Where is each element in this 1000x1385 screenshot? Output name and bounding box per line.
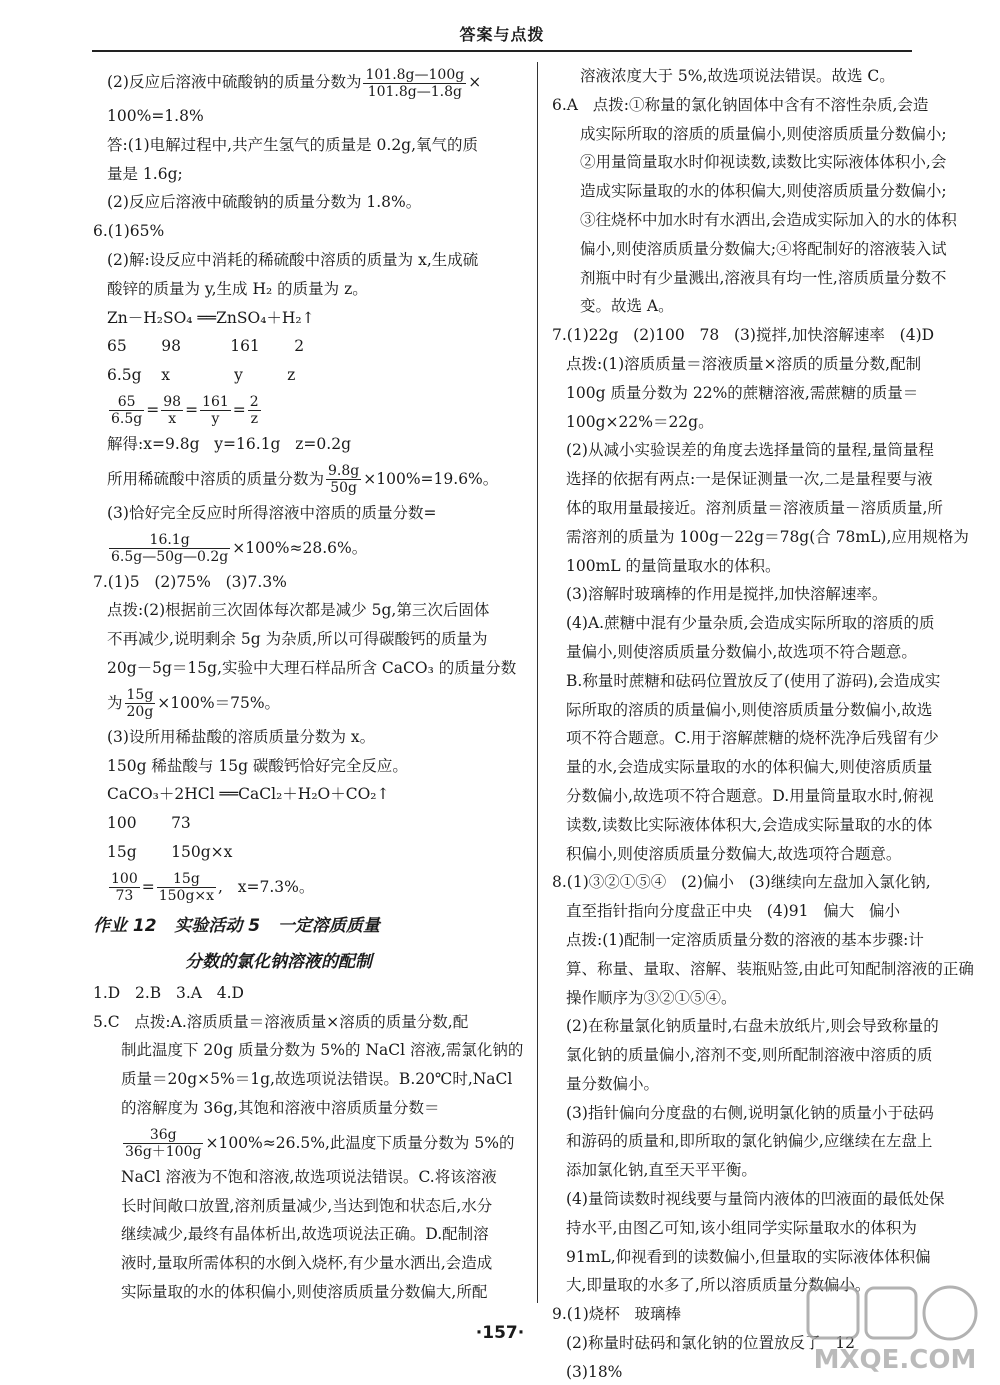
text-line: 大,即量取的水多了,所以溶质质量分数偏小。 xyxy=(566,1276,871,1295)
section-subtitle: 分数的氯化钠溶液的配制 xyxy=(185,951,372,972)
text: × xyxy=(468,73,482,91)
text: ×100%＝75%。 xyxy=(157,693,281,712)
fraction-denominator: 150g×x xyxy=(158,888,215,905)
text-line: 体的取用量最接近。溶剂质量＝溶液质量－溶质质量,所 xyxy=(566,498,943,517)
text-line: 7.(1)22g (2)100 78 (3)搅拌,加快溶解速率 (4)D xyxy=(552,326,935,345)
svg-text:MXQE.COM: MXQE.COM xyxy=(813,1345,977,1375)
text-line: 变。故选 A。 xyxy=(580,297,674,316)
text-line: 7.(1)5 (2)75% (3)7.3% xyxy=(93,572,287,591)
text-line: B.称量时蔗糖和砝码位置放反了(使用了游码),会造成实 xyxy=(566,671,941,690)
text-line: 量的水,会造成实际量取的水的体积偏大,则使溶质质量 xyxy=(566,758,933,777)
text-line: 溶液浓度大于 5%,故选项说法错误。故选 C。 xyxy=(580,67,895,85)
fraction-denominator: 6.5g xyxy=(111,411,143,428)
text-line xyxy=(93,528,523,568)
fraction-denominator: 36g＋100g xyxy=(125,1144,202,1161)
text-line xyxy=(93,459,523,499)
text-line: 1.D 2.B 3.A 4.D xyxy=(93,983,244,1002)
text-line: NaCl 溶液为不饱和溶液,故选项说法错误。C.将该溶液 xyxy=(121,1167,497,1186)
text-line: (3)指针偏向分度盘的右侧,说明氯化钠的质量小于砝码 xyxy=(566,1103,934,1122)
text: 所用稀硫酸中溶质的质量分数为 xyxy=(107,469,325,488)
text-line: 答:(1)电解过程中,共产生氢气的质量是 0.2g,氧气的质 xyxy=(107,135,479,154)
fraction xyxy=(109,532,230,565)
text-line: 点拨:(1)配制一定溶质质量分数的溶液的基本步骤:计 xyxy=(566,930,924,949)
text-line: 继续减少,最终有晶体析出,故选项说法正确。D.配制溶 xyxy=(121,1225,489,1244)
text-line: 5.C 点拨:A.溶质质量＝溶液质量×溶质的质量分数,配 xyxy=(93,1012,469,1031)
text-line: 偏小,则使溶质质量分数偏大;④将配制好的溶液装入试 xyxy=(580,239,947,258)
text-line: 6.5g x y z xyxy=(107,366,296,385)
proportion-equation: $\frac{65}{6.5g}$ = $\frac{98}{x}$ = $\frac{161}{y}$ = $\frac{2}{z}$ xyxy=(111,394,259,428)
text-line: 量是 1.6g; xyxy=(107,164,183,183)
text-line: 读数,读数比实际液体体积大,会造成实际量取的水的体 xyxy=(566,815,933,834)
text-line: ③往烧杯中加水时有水洒出,会造成实际加入的水的体积 xyxy=(580,210,957,229)
text-line: 量分数偏小。 xyxy=(566,1074,660,1093)
right-column xyxy=(552,62,1000,1385)
text-line: 质量＝20g×5%＝1g,故选项说法错误。B.20℃时,NaCl xyxy=(121,1070,513,1089)
fraction-numerator: 9.8g xyxy=(328,463,360,480)
text-line: 氯化钠的质量偏小,溶剂不变,则所配制溶液中溶质的质 xyxy=(566,1046,933,1065)
text-line: 15g 150g×x xyxy=(107,842,233,861)
text-line: 长时间敞口放置,溶剂质量减少,当达到饱和状态后,水分 xyxy=(121,1196,493,1215)
text-line: (3)恰好完全反应时所得溶液中溶质的质量分数= xyxy=(107,503,437,522)
text-line: (2)从减小实验误差的角度去选择量筒的量程,量筒量程 xyxy=(566,441,934,460)
text-line: 150g 稀盐酸与 15g 碳酸钙恰好完全反应。 xyxy=(107,756,408,775)
column-divider xyxy=(537,62,538,1303)
fraction xyxy=(200,394,231,427)
text: , x=7.3%。 xyxy=(218,877,315,896)
fraction xyxy=(363,67,466,100)
text-line: (2)反应后溶液中硫酸钠的质量分数为 1.8%。 xyxy=(107,193,422,212)
text-line: (2)解:设反应中消耗的稀硫酸中溶质的质量为 x,生成硫 xyxy=(107,250,479,269)
text-line: 分数偏小,故选项不符合题意。D.用量筒量取水时,俯视 xyxy=(566,786,934,805)
fraction-denominator: z xyxy=(250,411,258,428)
page-header xyxy=(92,20,912,52)
text-line: 制此温度下 20g 质量分数为 5%的 NaCl 溶液,需氯化钠的 xyxy=(121,1041,524,1060)
fraction-denominator: 6.5g—50g—0.2g xyxy=(111,549,229,566)
text-line: 100mL 的量筒量取水的体积。 xyxy=(566,556,781,575)
fraction xyxy=(248,394,261,427)
section-title: 作业 12 实验活动 5 一定溶质质量 xyxy=(93,915,380,936)
text: (2)反应后溶液中硫酸钠的质量分数为 xyxy=(107,73,362,91)
text-line: 需溶剂的质量为 100g－22g＝78g(合 78mL),应用规格为 xyxy=(566,527,969,546)
fraction xyxy=(161,394,183,427)
text-line: 实际量取的水的体积偏小,则使溶质质量分数偏大,所配 xyxy=(121,1282,488,1301)
fraction-numerator: 15g xyxy=(126,687,154,704)
text-line: (4)量筒读数时视线要与量筒内液体的凹液面的最低处保 xyxy=(566,1190,945,1209)
text-line: 积偏小,则使溶质质量分数偏大,故选项符合题意。 xyxy=(566,844,902,863)
text-line: 添加氯化钠,直至天平平衡。 xyxy=(566,1161,757,1180)
text-line: 点拨:(1)溶质质量＝溶液质量×溶质的质量分数,配制 xyxy=(566,354,922,373)
text-line: 6.A 点拨:①称量的氯化钠固体中含有不溶性杂质,会造 xyxy=(552,95,929,114)
text-line: 选择的依据有两点:一是保证测量一次,二是量程要与液 xyxy=(566,470,933,489)
text-line: (2)在称量氯化钠质量时,右盘未放纸片,则会导致称量的 xyxy=(566,1017,939,1036)
fraction-numerator: 101.8g—100g xyxy=(365,66,465,83)
fraction-numerator: 36g xyxy=(123,1127,203,1144)
text-line: 成实际所取的溶质的质量偏小,则使溶质质量分数偏小; xyxy=(580,124,947,143)
text-line: 的溶解度为 36g,其饱和溶液中溶质质量分数＝ xyxy=(121,1098,440,1117)
text-line: (3)溶解时玻璃棒的作用是搅拌,加快溶解速率。 xyxy=(566,585,888,604)
fraction-numerator: 98 xyxy=(163,394,182,411)
fraction xyxy=(326,463,361,496)
text-line: (2)称量时砝码和氯化钠的位置放反了 12 xyxy=(566,1334,855,1353)
fraction-denominator: 50g xyxy=(330,480,358,497)
text-line: ②用量筒量取水时仰视读数,读数比实际液体体积小,会 xyxy=(580,153,947,172)
text-line xyxy=(93,1123,523,1163)
text-line: 9.(1)烧杯 玻璃棒 xyxy=(552,1305,682,1324)
fraction xyxy=(125,687,156,720)
text-line: 项不符合题意。C.用于溶解蔗糖的烧杯洗净后残留有少 xyxy=(566,729,939,748)
fraction-numerator: 65 xyxy=(109,394,144,411)
fraction-denominator: 73 xyxy=(115,888,134,905)
text-line: 剂瓶中时有少量溅出,溶液具有均一性,溶质质量分数不 xyxy=(580,268,947,287)
fraction xyxy=(109,871,140,904)
fraction-denominator: y xyxy=(211,411,220,428)
text-line: 际所取的溶质的质量偏小,则使溶质质量分数偏小,故选 xyxy=(566,700,933,719)
text-line: 造成实际量取的水的体积偏大,则使溶质质量分数偏小; xyxy=(580,182,947,201)
page-number: ·157· xyxy=(475,1323,525,1343)
text-line: 65 98 161 2 xyxy=(107,337,305,356)
fraction-numerator: 161 xyxy=(202,394,229,411)
text-line: 和游码的质量和,即所取的氯化钠偏少,应继续在左盘上 xyxy=(566,1132,933,1151)
fraction xyxy=(157,871,216,904)
text-line: 100%=1.8% xyxy=(107,107,204,125)
text: 为 xyxy=(107,693,123,712)
text-line: 100 73 xyxy=(107,814,191,833)
header-title: 答案与点拨 xyxy=(459,25,545,44)
text-line xyxy=(93,683,523,723)
fraction-numerator: 16.1g xyxy=(109,532,230,549)
fraction xyxy=(109,394,144,427)
fraction-denominator: 101.8g—1.8g xyxy=(367,83,462,100)
text-line: 6.(1)65% xyxy=(93,222,165,241)
text-line: (4)A.蔗糖中混有少量杂质,会造成实际所取的溶质的质 xyxy=(566,614,935,633)
text-line: 算、称量、量取、溶解、装瓶贴签,由此可知配制溶液的正确 xyxy=(566,959,974,978)
fraction xyxy=(123,1127,203,1160)
text-line: 解得:x=9.8g y=16.1g z=0.2g xyxy=(107,434,351,453)
fraction-numerator: 15g xyxy=(157,871,216,888)
text-line: 点拨:(2)根据前三次固体每次都是减少 5g,第三次后固体 xyxy=(107,601,490,620)
text-line xyxy=(93,62,523,102)
text-line: 操作顺序为③②①⑤④。 xyxy=(566,988,737,1007)
text-line: 8.(1)③②①⑤④ (2)偏小 (3)继续向左盘加入氯化钠, xyxy=(552,873,931,892)
text: ×100%≈26.5%,此温度下质量分数为 5%的 xyxy=(205,1133,515,1152)
text: ×100%=19.6%。 xyxy=(363,469,499,488)
left-column xyxy=(93,62,523,1307)
fraction-denominator: 20g xyxy=(126,704,154,721)
text-line: 持水平,由图乙可知,该小组同学实际量取水的体积为 xyxy=(566,1218,917,1237)
chemical-equation: CaCO₃＋2HCl ══CaCl₂＋H₂O＋CO₂↑ xyxy=(107,785,390,804)
proportion-equation: $\frac{100}{73}$ = $\frac{15g}{150g\times x}$ , x=7.3%。 xyxy=(111,871,315,905)
text-line: 100g×22%＝22g。 xyxy=(566,412,714,431)
text: ×100%≈28.6%。 xyxy=(232,538,368,557)
text-line: 液时,量取所需体积的水倒入烧杯,有少量水洒出,会造成 xyxy=(121,1254,493,1273)
text-line: 100g 质量分数为 22%的蔗糖溶液,需蔗糖的质量＝ xyxy=(566,383,919,402)
fraction-numerator: 100 xyxy=(111,871,138,888)
chemical-equation: Zn－H₂SO₄ ══ZnSO₄＋H₂↑ xyxy=(107,308,315,327)
text-line: 量偏小,则使溶质质量分数偏小,故选项不符合题意。 xyxy=(566,642,917,661)
text-line: 不再减少,说明剩余 5g 为杂质,所以可得碳酸钙的质量为 xyxy=(107,630,488,649)
text-line: 酸锌的质量为 y,生成 H₂ 的质量为 z。 xyxy=(107,279,368,298)
fraction-denominator: x xyxy=(168,411,177,428)
text-line: (3)设所用稀盐酸的溶质质量分数为 x。 xyxy=(107,727,376,746)
text-line: 20g－5g＝15g,实验中大理石样品所含 CaCO₃ 的质量分数 xyxy=(107,658,517,677)
text-line: (3)18% xyxy=(566,1362,623,1381)
text-line: 直至指针指向分度盘正中央 (4)91 偏大 偏小 xyxy=(566,902,901,921)
text-line: 91mL,仰视看到的读数偏小,但量取的实际液体体积偏 xyxy=(566,1247,931,1266)
fraction-numerator: 2 xyxy=(249,394,259,411)
